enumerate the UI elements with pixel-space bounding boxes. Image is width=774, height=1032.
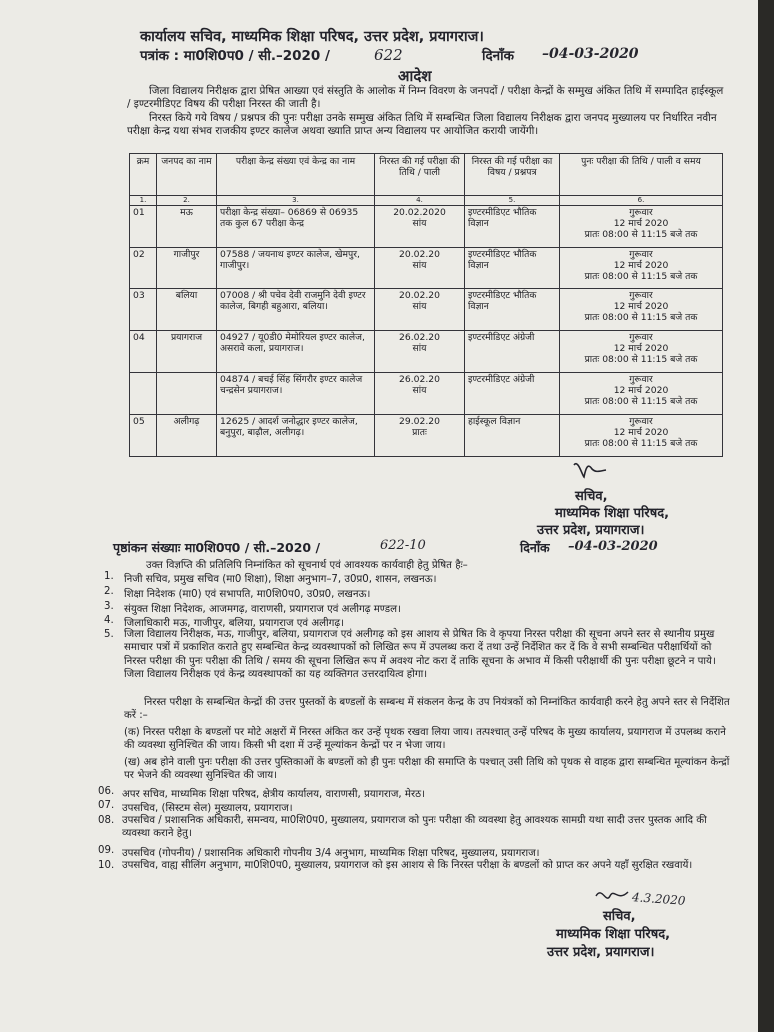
reexam-day: गुरूवार <box>629 374 653 385</box>
reexam-cell <box>560 415 723 457</box>
signature-title: सचिव, <box>575 489 608 504</box>
serial-cell <box>130 373 157 415</box>
signature-org: माध्यमिक शिक्षा परिषद, <box>555 506 670 521</box>
reexam-time: प्रातः 08:00 से 11:15 बजे तक <box>584 271 698 282</box>
district-cell: प्रयागराज <box>157 331 217 373</box>
endorsement-date-value: –04-03-2020 <box>568 539 658 554</box>
list-item-9: उपसचिव (गोपनीय) / प्रशासनिक अधिकारी गोपनीय 3/4 अनुभाग, माध्यमिक शिक्षा परिषद, मुख्यालय, प्रयागराज। <box>122 848 540 859</box>
reference-label: पत्रांक : मा0शि0प0 / सी.–2020 / <box>140 48 330 64</box>
list-number: 1. <box>104 571 114 582</box>
list-item: संयुक्त शिक्षा निदेशक, आजमगढ़, वाराणसी, प्रयागराज एवं अलीगढ़ मण्डल। <box>124 604 401 615</box>
table-row <box>130 331 723 373</box>
cancelled-exams-table <box>129 153 723 457</box>
date-text: 26.02.20 <box>399 332 440 343</box>
reexam-cell <box>560 289 723 331</box>
order-title: आदेश <box>398 67 432 85</box>
endorsement-date-label: दिनाँक <box>520 540 550 555</box>
endorsement-ref-label: पृष्ठांकन संख्याः मा0शि0प0 / सी.–2020 / <box>113 540 321 555</box>
serial-cell: 01 <box>130 206 157 248</box>
cancelled-date-cell <box>375 415 465 457</box>
list-number: 2. <box>104 586 114 597</box>
header-centre: परीक्षा केन्द्र संख्या एवं केन्द्र का नाम <box>217 154 375 196</box>
cancelled-date-cell <box>375 331 465 373</box>
district-cell: मऊ <box>157 206 217 248</box>
col-number: 5. <box>465 196 560 206</box>
reexam-day: गुरूवार <box>629 249 653 260</box>
list-number: 4. <box>104 615 114 626</box>
reexam-day: गुरूवार <box>629 332 653 343</box>
header-cancelled-date: निरस्त की गई परीक्षा की तिथि / पाली <box>375 154 465 196</box>
list-number: 09. <box>98 845 115 856</box>
table-row <box>130 289 723 331</box>
centre-cell: 12625 / आदर्श जनोद्धार इण्टर कालेज, बनुपुरा, बाढ़ौल, अलीगढ़। <box>217 415 375 457</box>
col-number: 3. <box>217 196 375 206</box>
date-text: 20.02.2020 <box>393 207 446 218</box>
header-reexam-date: पुनः परीक्षा की तिथि / पाली व समय <box>560 154 723 196</box>
centre-cell: 07588 / जयनाथ इण्टर कालेज, खेमपुर, गाजीपुर। <box>217 248 375 289</box>
reexam-time: प्रातः 08:00 से 11:15 बजे तक <box>584 312 698 323</box>
list-item: शिक्षा निदेशक (मा0) एवं सभापति, मा0शि0प0, उ0प्र0, लखनऊ। <box>124 589 371 600</box>
table-row <box>130 415 723 457</box>
table-row <box>130 206 723 248</box>
reexam-cell <box>560 373 723 415</box>
table-row <box>130 373 723 415</box>
handwritten-date: 4.3.2020 <box>631 890 686 908</box>
cancelled-date-cell <box>375 248 465 289</box>
shift-text: सांय <box>412 260 427 271</box>
cancelled-date-cell <box>375 289 465 331</box>
list-number: 3. <box>104 601 114 612</box>
signature-place: उत्तर प्रदेश, प्रयागराज। <box>547 945 655 960</box>
col-number: 2. <box>157 196 217 206</box>
shift-text: सांय <box>412 218 427 229</box>
header-cancelled-subject: निरस्त की गई परीक्षा का विषय / प्रश्नपत्र <box>465 154 560 196</box>
list-item-10: उपसचिव, वाह्य सीलिंग अनुभाग, मा0शि0प0, मुख्यालय, प्रयागराज को इस आशय से कि निरस्त परीक्षा के बण्डलों को प्राप्त कर अपने यहाँ सुरक्षित रखवायें। <box>122 860 693 871</box>
date-text: 20.02.20 <box>399 249 440 260</box>
shift-text: सांय <box>412 343 427 354</box>
reference-number: 622 <box>374 46 403 64</box>
list-item: निजी सचिव, प्रमुख सचिव (मा0 शिक्षा), शिक्षा अनुभाग–7, उ0प्र0, शासन, लखनऊ। <box>124 574 437 585</box>
header-district: जनपद का नाम <box>157 154 217 196</box>
reexam-date: 12 मार्च 2020 <box>613 218 669 229</box>
district-cell: गाजीपुर <box>157 248 217 289</box>
reexam-time: प्रातः 08:00 से 11:15 बजे तक <box>584 396 698 407</box>
reexam-day: गुरूवार <box>629 207 653 218</box>
header-serial: क्रम <box>130 154 157 196</box>
column-number-row <box>130 196 723 206</box>
reexam-cell <box>560 248 723 289</box>
date-text: 26.02.20 <box>399 374 440 385</box>
reexam-cell <box>560 206 723 248</box>
endorsement-ref-number: 622-10 <box>380 538 426 553</box>
shift-text: प्रातः <box>412 427 427 438</box>
list-item: अपर सचिव, माध्यमिक शिक्षा परिषद, क्षेत्रीय कार्यालय, वाराणसी, प्रयागराज, मेरठ। <box>122 789 425 800</box>
col-number: 1. <box>130 196 157 206</box>
date-label: दिनाँक <box>482 48 515 64</box>
reexam-date: 12 मार्च 2020 <box>613 260 669 271</box>
subject-cell: इण्टरमीडिएट भौतिक विज्ञान <box>465 248 560 289</box>
subject-cell: इण्टरमीडिएट भौतिक विज्ञान <box>465 206 560 248</box>
signature-title: सचिव, <box>603 909 636 924</box>
reexam-time: प्रातः 08:00 से 11:15 बजे तक <box>584 354 698 365</box>
signature-mark-1 <box>570 457 610 483</box>
endorsement-intro: उक्त विज्ञप्ति की प्रतिलिपि निम्नांकित को सूचनार्थ एवं आवश्यक कार्यवाही हेतु प्रेषित हैः– <box>146 560 468 571</box>
date-text: 29.02.20 <box>399 416 440 427</box>
background-edge <box>758 0 774 1032</box>
reexam-cell <box>560 331 723 373</box>
signature-place: उत्तर प्रदेश, प्रयागराज। <box>537 523 645 538</box>
sub-instructions-intro: निरस्त परीक्षा के सम्बन्धित केन्द्रों की उत्तर पुस्तकों के बण्डलों के सम्बन्ध में संकलन केन्द्र के उप नियंत्रकों को निम्नांकित कार्यवाही करने हेतु अपने स्तर से निर्देशित करें :– <box>124 697 730 722</box>
serial-cell: 02 <box>130 248 157 289</box>
centre-cell: 04874 / बचई सिंह सिंगरौर इण्टर कालेज चन्द्रसेन प्रयागराज। <box>217 373 375 415</box>
cancelled-date-cell <box>375 206 465 248</box>
date-value: –04-03-2020 <box>542 46 639 62</box>
list-number: 07. <box>98 800 115 811</box>
reexam-day: गुरूवार <box>629 290 653 301</box>
list-item: उपसचिव, (सिस्टम सेल) मुख्यालय, प्रयागराज। <box>122 803 293 814</box>
subject-cell: हाईस्कूल विज्ञान <box>465 415 560 457</box>
serial-cell: 03 <box>130 289 157 331</box>
list-number: 5. <box>104 629 114 640</box>
reexam-date: 12 मार्च 2020 <box>613 343 669 354</box>
district-cell: अलीगढ़ <box>157 415 217 457</box>
date-text: 20.02.20 <box>399 290 440 301</box>
subject-cell: इण्टरमीडिएट अंग्रेजी <box>465 373 560 415</box>
col-number: 6. <box>560 196 723 206</box>
shift-text: सांय <box>412 301 427 312</box>
list-number: 08. <box>98 815 115 826</box>
reexam-time: प्रातः 08:00 से 11:15 बजे तक <box>584 438 698 449</box>
office-heading: कार्यालय सचिव, माध्यमिक शिक्षा परिषद, उत्तर प्रदेश, प्रयागराज। <box>140 29 484 45</box>
table-header-row <box>130 154 723 196</box>
district-cell: बलिया <box>157 289 217 331</box>
list-item: जिलाधिकारी मऊ, गाजीपुर, बलिया, प्रयागराज एवं अलीगढ़। <box>124 618 344 629</box>
shift-text: सांय <box>412 385 427 396</box>
signature-mark-2 <box>592 882 632 908</box>
intro-paragraph-2: निरस्त किये गये विषय / प्रश्नपत्र की पुनः परीक्षा उनके सम्मुख अंकित तिथि में सम्बन्धित जिला विद्यालय निरीक्षक द्वारा जनपद मुख्यालय पर निर्धारित नवीन परीक्षा केन्द्र यथा संभव राजकीय इण्टर कालेज अथवा ख्याति प्राप्त अन्य विद्यालय पर आयोजित करायी जायेंगी। <box>127 112 717 137</box>
reexam-date: 12 मार्च 2020 <box>613 385 669 396</box>
serial-cell: 05 <box>130 415 157 457</box>
subject-cell: इण्टरमीडिएट भौतिक विज्ञान <box>465 289 560 331</box>
centre-cell: 07008 / श्री पचेव देवी राजमुनि देवी इण्टर कालेज, बिगही बहुआरा, बलिया। <box>217 289 375 331</box>
subject-cell: इण्टरमीडिएट अंग्रेजी <box>465 331 560 373</box>
serial-cell: 04 <box>130 331 157 373</box>
reexam-date: 12 मार्च 2020 <box>613 427 669 438</box>
reexam-time: प्रातः 08:00 से 11:15 बजे तक <box>584 229 698 240</box>
list-item-8: उपसचिव / प्रशासनिक अधिकारी, समन्वय, मा0शि0प0, मुख्यालय, प्रयागराज को पुनः परीक्षा की व्यवस्था हेतु आवश्यक सामग्री यथा सादी उत्तर पुस्तक आदि की व्यवस्था कराने हेतु। <box>122 815 707 840</box>
centre-cell: 04927 / यू0डी0 मेमोरियल इण्टर कालेज, असरावे कला, प्रयागराज। <box>217 331 375 373</box>
intro-paragraph-1: जिला विद्यालय निरीक्षक द्वारा प्रेषित आख्या एवं संस्तुति के आलोक में निम्न विवरण के जनपदों / परीक्षा केन्द्रों के सम्मुख अंकित तिथि में सम्पादित हाईस्कूल / इण्टरमीडिएट विषय की परीक्षा निरस्त की जाती है। <box>127 85 724 111</box>
reexam-date: 12 मार्च 2020 <box>613 301 669 312</box>
signature-org: माध्यमिक शिक्षा परिषद, <box>556 927 671 942</box>
centre-cell: परीक्षा केन्द्र संख्या– 06869 से 06935 तक कुल 67 परीक्षा केन्द्र <box>217 206 375 248</box>
table-row <box>130 248 723 289</box>
sub-instruction-kha: (ख) अब होने वाली पुनः परीक्षा की उत्तर पुस्तिकाओं के बण्डलों को ही पुनः परीक्षा की समाप्ति के पश्चात् उसी तिथि को पृथक से वाहक द्वारा सम्बन्धित मूल्यांकन केन्द्रों पर भेजने की व्यवस्था सुनिश्चित की जाय। <box>124 757 730 782</box>
col-number: 4. <box>375 196 465 206</box>
list-number: 10. <box>98 860 115 871</box>
list-item-5: जिला विद्यालय निरीक्षक, मऊ, गाजीपुर, बलिया, प्रयागराज एवं अलीगढ़ को इस आशय से प्रेषित कि वे कृपया निरस्त परीक्षा की सूचना अपने स्तर से स्थानीय प्रमुख समाचार पत्रों में प्रकाशित कराते हुए सम्बन्धित केन्द्र व्यवस्थापकों को लिखित रूप में उपलब्ध करा दें तथा उन्हें निर्देशित कर दें कि वे सभी सम्बन्धित परीक्षार्थियों को निरस्त परीक्षा की पुनः परीक्षा की तिथि / समय की सूचना लिखित रूप में अवश्य नोट करा दें ताकि सूचना के अभाव में किसी परीक्षार्थी की पुनः परीक्षा छूटने न पाये। जिला विद्यालय निरीक्षक एवं केन्द्र व्यवस्थापकों का यह व्यक्तिगत उत्तरदायित्व होगा। <box>124 629 716 680</box>
district-cell <box>157 373 217 415</box>
cancelled-date-cell <box>375 373 465 415</box>
list-number: 06. <box>98 786 115 797</box>
reexam-day: गुरूवार <box>629 416 653 427</box>
sub-instruction-ka: (क) निरस्त परीक्षा के बण्डलों पर मोटे अक्षरों में निरस्त अंकित कर उन्हें पृथक रखवा लिया जाय। तत्पश्चात् उन्हें परिषद के मुख्य कार्यालय, प्रयागराज में उपलब्ध कराने की व्यवस्था सुनिश्चित की जाय। किसी भी दशा में उन्हें मूल्यांकन केन्द्रों पर न भेजा जाय। <box>124 727 726 752</box>
